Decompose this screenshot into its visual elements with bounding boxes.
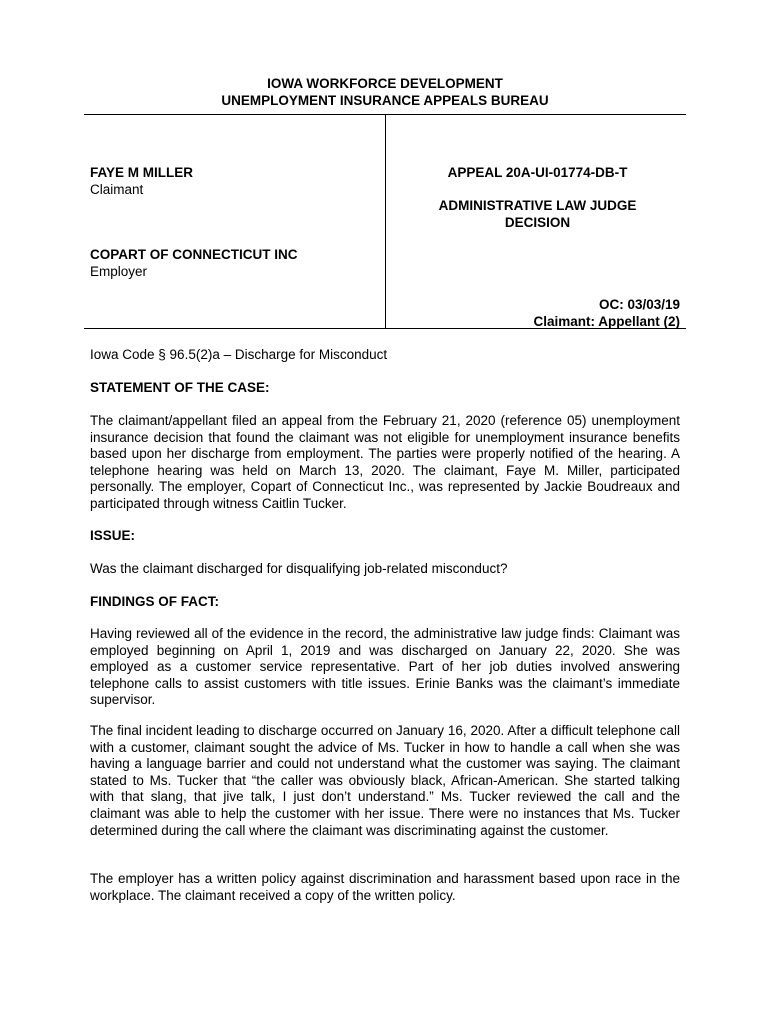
findings-paragraph-3: The employer has a written policy against discrimination and harassment based upon race in the workplace. The claimant received a copy of the written policy. (90, 871, 680, 903)
claimant-name: FAYE M MILLER (90, 165, 194, 180)
appeal-number: APPEAL 20A-UI-01774-DB-T (447, 165, 628, 180)
findings-heading: FINDINGS OF FACT: (90, 594, 219, 609)
findings-paragraph-2: The final incident leading to discharge occurred on January 16, 2020. After a difficult telephone call with a customer, claimant sought the advice of Ms. Tucker in how to handle a call when she was having a language barrier and could not understand what the customer was saying. The claimant stated to Ms. Tucker that “the caller was obviously black, African-American. She started talking with that slang, that jive talk, I just don’t understand.” Ms. Tucker reviewed the call and the claimant was able to help the customer with her issue. There were no instances that Ms. Tucker determined during the call where the claimant was discriminating against the customer. (90, 723, 680, 838)
statement-heading: STATEMENT OF THE CASE: (90, 380, 270, 395)
findings-paragraph-1: Having reviewed all of the evidence in the record, the administrative law judge finds: Claimant was employed beginning on April 1, 2019 and was discharged on January 22, 2020. She was employed as a customer service representative. Part of her job duties involved answering telephone calls to assist customers with title issues. Erinie Banks was the claimant’s immediate supervisor. (90, 626, 680, 708)
agency-name: IOWA WORKFORCE DEVELOPMENT (267, 76, 503, 91)
appellant-line: Claimant: Appellant (2) (533, 314, 680, 329)
issue-paragraph: Was the claimant discharged for disqualifying job-related misconduct? (90, 561, 508, 576)
decision-title-line1: ADMINISTRATIVE LAW JUDGE (438, 198, 637, 213)
employer-name: COPART OF CONNECTICUT INC (90, 247, 298, 262)
oc-date: OC: 03/03/19 (598, 297, 680, 312)
decision-title-line2: DECISION (504, 215, 571, 230)
issue-heading: ISSUE: (90, 528, 136, 543)
employer-role: Employer (90, 264, 148, 279)
statement-paragraph: The claimant/appellant filed an appeal from the February 21, 2020 (reference 05) unemployment insurance decision that found the claimant was not eligible for unemployment insurance benefits based upon her discharge from employment. The parties were properly notified of the hearing. A telephone hearing was held on March 13, 2020. The claimant, Faye M. Miller, participated personally. The employer, Copart of Connecticut Inc., was represented by Jackie Boudreaux and participated through witness Caitlin Tucker. (90, 413, 680, 511)
caption-divider (385, 114, 386, 328)
bureau-name: UNEMPLOYMENT INSURANCE APPEALS BUREAU (221, 93, 549, 108)
code-citation: Iowa Code § 96.5(2)a – Discharge for Misconduct (90, 347, 388, 362)
claimant-role: Claimant (90, 182, 144, 197)
